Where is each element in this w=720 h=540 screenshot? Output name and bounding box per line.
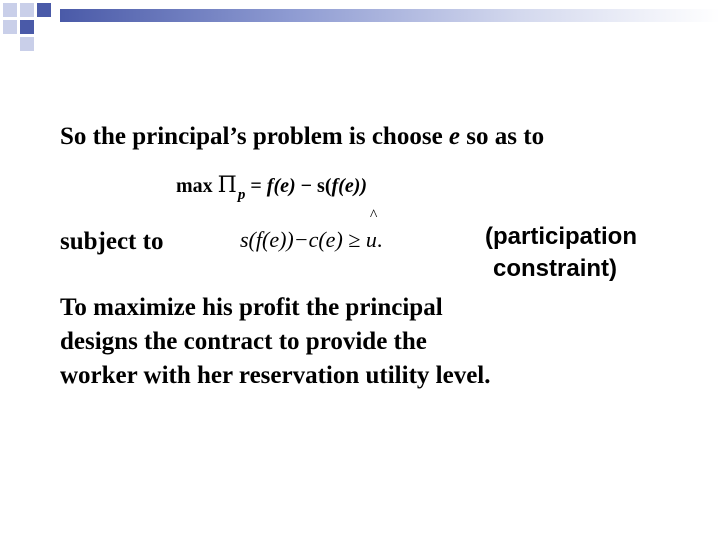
constraint-u-hat xyxy=(365,207,378,253)
paragraph-line-2: designs the contract to provide the xyxy=(60,328,427,355)
decoration-square xyxy=(3,20,17,34)
objective-subscript: p xyxy=(237,187,246,203)
intro-before: So the principal’s problem is choose xyxy=(60,123,449,150)
conclusion-paragraph xyxy=(60,291,700,393)
objective-pi: Π xyxy=(217,173,237,198)
objective-equation xyxy=(176,173,368,203)
subject-to-label: subject to xyxy=(60,228,164,255)
objective-f: f xyxy=(266,175,274,197)
objective-max: max xyxy=(176,175,213,197)
decoration-square xyxy=(20,3,34,17)
objective-s: s( xyxy=(317,175,332,197)
decoration-gradient-bar xyxy=(60,9,720,22)
intro-after: so as to xyxy=(460,123,545,150)
decoration-square xyxy=(20,37,34,51)
decoration-square xyxy=(37,3,51,17)
intro-text xyxy=(60,123,710,151)
objective-e2: (e)) xyxy=(338,175,368,197)
objective-minus: − xyxy=(300,175,313,197)
intro-variable: e xyxy=(448,123,461,150)
participation-constraint-note xyxy=(485,221,637,285)
decoration-square xyxy=(20,20,34,34)
paragraph-line-1: To maximize his profit the principal xyxy=(60,294,443,321)
note-line-2: constraint) xyxy=(493,255,618,282)
constraint-dot: . xyxy=(376,227,383,252)
slide-decoration xyxy=(0,0,720,45)
constraint-lhs: s(f(e))−c(e) ≥ xyxy=(240,227,366,252)
objective-equals: = xyxy=(250,175,262,197)
paragraph-line-3: worker with her reservation utility level. xyxy=(60,362,491,389)
constraint-u: u xyxy=(365,227,377,252)
objective-e1: (e) xyxy=(273,175,296,197)
objective-f2: f xyxy=(331,175,339,197)
decoration-square xyxy=(3,3,17,17)
hat-mark: ^ xyxy=(369,207,378,224)
note-line-1: (participation xyxy=(485,223,638,250)
constraint-equation xyxy=(240,207,383,253)
